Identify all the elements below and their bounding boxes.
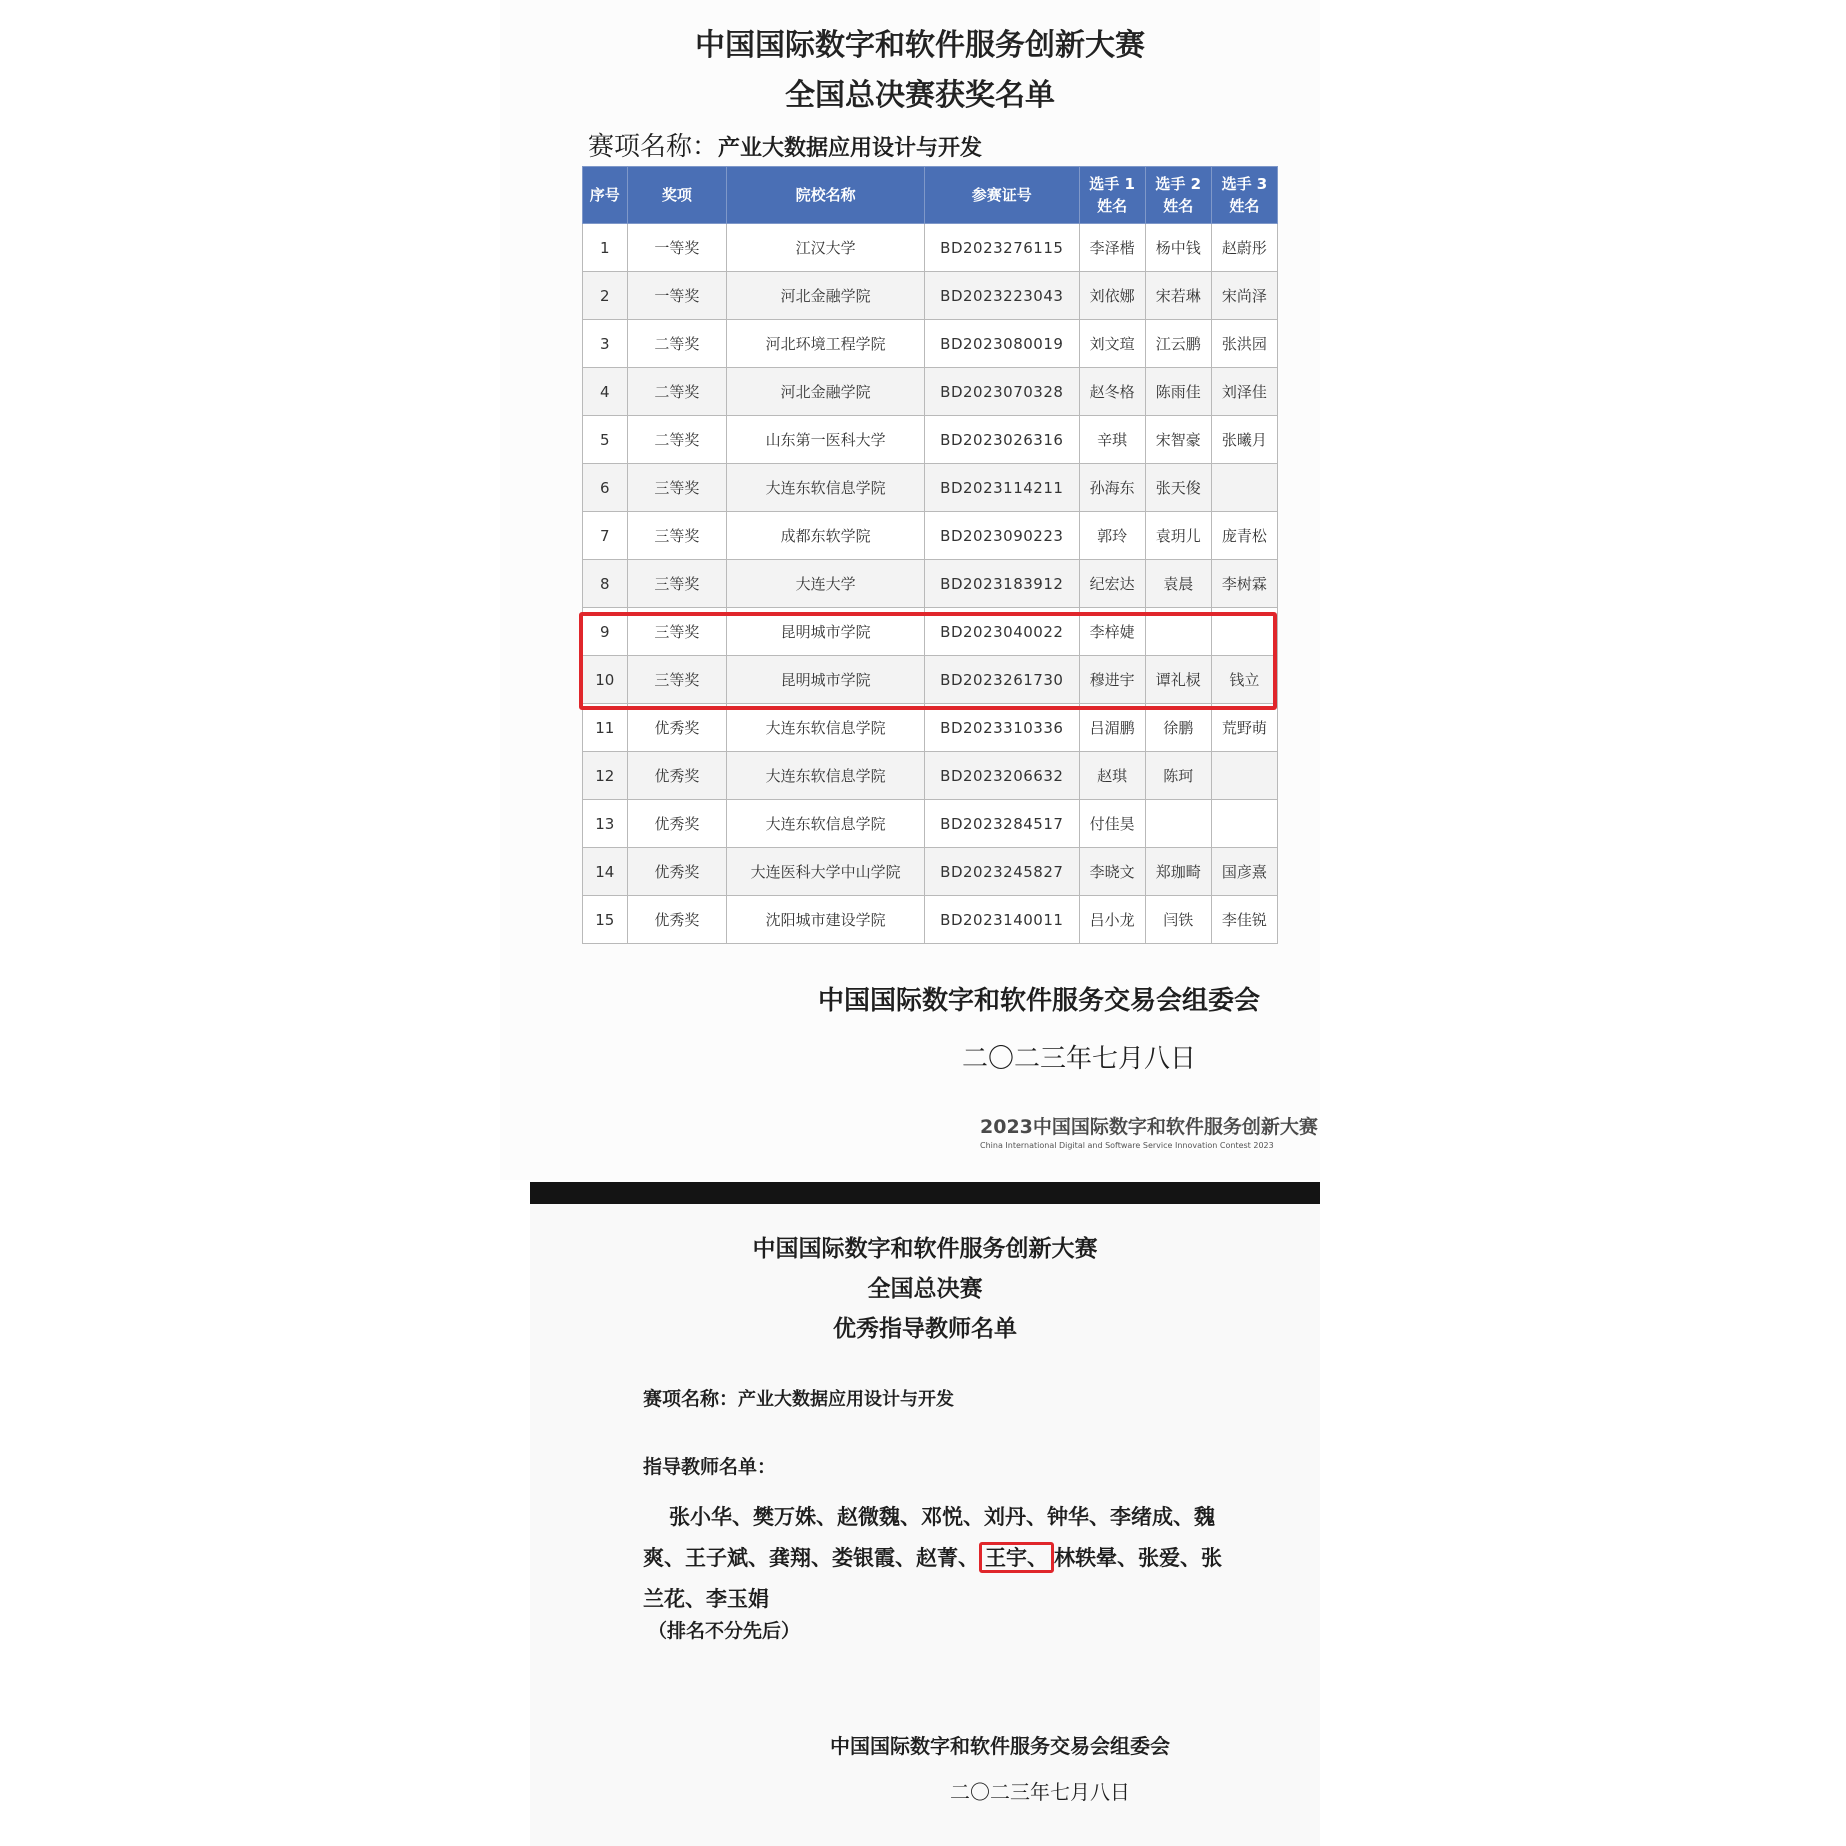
ranking-note: （排名不分先后） <box>648 1620 801 1642</box>
table-row <box>583 512 1278 560</box>
cell-player1: 穆进宇 <box>1079 656 1145 704</box>
cell-player1: 郭玲 <box>1079 512 1145 560</box>
col-header-player3: 选手 3 姓名 <box>1211 167 1277 224</box>
cell-school: 大连医科大学中山学院 <box>727 848 925 896</box>
cell-award: 优秀奖 <box>627 752 727 800</box>
award-table-body <box>583 224 1278 944</box>
cell-player2: 宋若琳 <box>1145 272 1211 320</box>
cell-index: 2 <box>583 272 628 320</box>
organizer-signature: 中国国际数字和软件服务交易会组委会 <box>818 986 1261 1016</box>
teacher-title-line1: 中国国际数字和软件服务创新大赛 <box>752 1235 1098 1262</box>
cell-player2: 宋智豪 <box>1145 416 1211 464</box>
col-header-player1: 选手 1 姓名 <box>1079 167 1145 224</box>
cell-player1: 纪宏达 <box>1079 560 1145 608</box>
logo-main-text: 2023中国国际数字和软件服务创新大赛 <box>980 1116 1318 1138</box>
cell-index: 7 <box>583 512 628 560</box>
teacher-names <box>643 1496 1223 1619</box>
cell-index: 3 <box>583 320 628 368</box>
award-table <box>582 166 1278 944</box>
table-row <box>583 704 1278 752</box>
col-header-school: 院校名称 <box>727 167 925 224</box>
teacher-list-title: 指导教师名单： <box>643 1456 777 1478</box>
teacher-event-line <box>643 1384 954 1411</box>
cell-id: BD2023040022 <box>925 608 1079 656</box>
cell-player3: 李佳锐 <box>1211 896 1277 944</box>
cell-index: 5 <box>583 416 628 464</box>
cell-id: BD2023245827 <box>925 848 1079 896</box>
cell-award: 三等奖 <box>627 464 727 512</box>
cell-school: 河北环境工程学院 <box>727 320 925 368</box>
logo-sub-text: China International Digital and Software Service Innovation Contest 2023 <box>980 1141 1274 1150</box>
cell-player3 <box>1211 752 1277 800</box>
cell-id: BD2023080019 <box>925 320 1079 368</box>
cell-award: 三等奖 <box>627 560 727 608</box>
cell-player3: 钱立 <box>1211 656 1277 704</box>
issue-date: 二〇二三年七月八日 <box>962 1044 1197 1074</box>
cell-index: 4 <box>583 368 628 416</box>
cell-id: BD2023183912 <box>925 560 1079 608</box>
cell-school: 昆明城市学院 <box>727 656 925 704</box>
teacher-list-page <box>530 1204 1320 1846</box>
cell-player2: 郑珈畸 <box>1145 848 1211 896</box>
col-header-id: 参赛证号 <box>925 167 1079 224</box>
cell-id: BD2023070328 <box>925 368 1079 416</box>
cell-player3: 荒野萌 <box>1211 704 1277 752</box>
teacher-issue-date: 二〇二三年七月八日 <box>950 1780 1130 1804</box>
cell-player2: 袁玥儿 <box>1145 512 1211 560</box>
cell-player3: 李树霖 <box>1211 560 1277 608</box>
cell-player2: 陈珂 <box>1145 752 1211 800</box>
table-row <box>583 560 1278 608</box>
table-row <box>583 272 1278 320</box>
cell-index: 1 <box>583 224 628 272</box>
table-row <box>583 800 1278 848</box>
cell-player3: 国彦熹 <box>1211 848 1277 896</box>
table-row <box>583 752 1278 800</box>
cell-player1: 刘文瑄 <box>1079 320 1145 368</box>
cell-player1: 李晓文 <box>1079 848 1145 896</box>
cell-award: 二等奖 <box>627 320 727 368</box>
cell-school: 大连大学 <box>727 560 925 608</box>
cell-school: 江汉大学 <box>727 224 925 272</box>
cell-player1: 孙海东 <box>1079 464 1145 512</box>
table-row <box>583 608 1278 656</box>
award-title-line1: 中国国际数字和软件服务创新大赛 <box>695 28 1145 63</box>
cell-player2: 谭礼棂 <box>1145 656 1211 704</box>
cell-school: 大连东软信息学院 <box>727 800 925 848</box>
cell-school: 大连东软信息学院 <box>727 752 925 800</box>
event-label: 赛项名称： <box>588 132 719 162</box>
table-row <box>583 224 1278 272</box>
cell-player3: 张洪园 <box>1211 320 1277 368</box>
cell-index: 10 <box>583 656 628 704</box>
cell-player2: 江云鹏 <box>1145 320 1211 368</box>
teacher-names-after: 林轶晕、张爱、张兰花、李玉娟 <box>643 1545 1222 1611</box>
cell-player2: 陈雨佳 <box>1145 368 1211 416</box>
cell-school: 成都东软学院 <box>727 512 925 560</box>
cell-player1: 赵琪 <box>1079 752 1145 800</box>
cell-index: 8 <box>583 560 628 608</box>
cell-player2 <box>1145 800 1211 848</box>
cell-id: BD2023284517 <box>925 800 1079 848</box>
cell-award: 三等奖 <box>627 512 727 560</box>
cell-index: 11 <box>583 704 628 752</box>
cell-id: BD2023261730 <box>925 656 1079 704</box>
cell-player1: 赵冬格 <box>1079 368 1145 416</box>
cell-school: 大连东软信息学院 <box>727 464 925 512</box>
teacher-title-line2: 全国总决赛 <box>867 1275 983 1302</box>
cell-player1: 辛琪 <box>1079 416 1145 464</box>
teacher-organizer-signature: 中国国际数字和软件服务交易会组委会 <box>830 1734 1170 1758</box>
cell-player2: 闫铁 <box>1145 896 1211 944</box>
cell-school: 河北金融学院 <box>727 272 925 320</box>
teacher-event-value: 产业大数据应用设计与开发 <box>738 1389 955 1410</box>
cell-id: BD2023310336 <box>925 704 1079 752</box>
cell-school: 山东第一医科大学 <box>727 416 925 464</box>
award-table-header <box>583 167 1278 224</box>
cell-award: 二等奖 <box>627 416 727 464</box>
page-divider <box>530 1182 1320 1204</box>
cell-award: 三等奖 <box>627 656 727 704</box>
cell-player2: 徐鹏 <box>1145 704 1211 752</box>
cell-player3 <box>1211 608 1277 656</box>
cell-award: 一等奖 <box>627 224 727 272</box>
teacher-name-highlighted: 王宇、 <box>979 1542 1054 1573</box>
cell-id: BD2023090223 <box>925 512 1079 560</box>
cell-player2 <box>1145 608 1211 656</box>
event-name-line <box>588 126 982 163</box>
cell-award: 优秀奖 <box>627 704 727 752</box>
table-row <box>583 416 1278 464</box>
award-list-page <box>500 0 1320 1180</box>
cell-id: BD2023140011 <box>925 896 1079 944</box>
cell-award: 二等奖 <box>627 368 727 416</box>
contest-logo <box>980 1112 1340 1150</box>
teacher-names-before: 张小华、樊万姝、赵微魏、邓悦、刘丹、钟华、李绪成、魏爽、王子斌、龚翔、娄银霞、赵菁、 <box>643 1504 1215 1570</box>
cell-player2: 张天俊 <box>1145 464 1211 512</box>
cell-player1: 吕小龙 <box>1079 896 1145 944</box>
table-row <box>583 320 1278 368</box>
cell-player1: 刘依娜 <box>1079 272 1145 320</box>
table-row <box>583 464 1278 512</box>
cell-player3: 庞青松 <box>1211 512 1277 560</box>
table-row <box>583 368 1278 416</box>
cell-id: BD2023276115 <box>925 224 1079 272</box>
cell-id: BD2023114211 <box>925 464 1079 512</box>
cell-index: 6 <box>583 464 628 512</box>
cell-index: 13 <box>583 800 628 848</box>
cell-index: 15 <box>583 896 628 944</box>
cell-id: BD2023026316 <box>925 416 1079 464</box>
cell-award: 三等奖 <box>627 608 727 656</box>
table-row <box>583 656 1278 704</box>
cell-player3: 张曦月 <box>1211 416 1277 464</box>
cell-player1: 吕湄鹏 <box>1079 704 1145 752</box>
event-value: 产业大数据应用设计与开发 <box>718 136 983 161</box>
cell-index: 14 <box>583 848 628 896</box>
cell-player1: 李泽楷 <box>1079 224 1145 272</box>
cell-player1: 付佳昊 <box>1079 800 1145 848</box>
col-header-index: 序号 <box>583 167 628 224</box>
cell-school: 河北金融学院 <box>727 368 925 416</box>
cell-award: 一等奖 <box>627 272 727 320</box>
col-header-player2: 选手 2 姓名 <box>1145 167 1211 224</box>
cell-player3: 赵蔚彤 <box>1211 224 1277 272</box>
cell-id: BD2023206632 <box>925 752 1079 800</box>
teacher-event-label: 赛项名称： <box>643 1388 739 1410</box>
cell-player2: 杨中钱 <box>1145 224 1211 272</box>
table-row <box>583 848 1278 896</box>
cell-index: 12 <box>583 752 628 800</box>
cell-award: 优秀奖 <box>627 848 727 896</box>
cell-player3 <box>1211 464 1277 512</box>
cell-award: 优秀奖 <box>627 800 727 848</box>
col-header-award: 奖项 <box>627 167 727 224</box>
cell-award: 优秀奖 <box>627 896 727 944</box>
cell-id: BD2023223043 <box>925 272 1079 320</box>
cell-school: 昆明城市学院 <box>727 608 925 656</box>
cell-player3: 宋尚泽 <box>1211 272 1277 320</box>
teacher-title-line3: 优秀指导教师名单 <box>833 1315 1017 1342</box>
cell-school: 大连东软信息学院 <box>727 704 925 752</box>
cell-player3: 刘泽佳 <box>1211 368 1277 416</box>
cell-player2: 袁晨 <box>1145 560 1211 608</box>
cell-player1: 李梓婕 <box>1079 608 1145 656</box>
table-row <box>583 896 1278 944</box>
award-title-line2: 全国总决赛获奖名单 <box>785 78 1055 113</box>
cell-school: 沈阳城市建设学院 <box>727 896 925 944</box>
cell-index: 9 <box>583 608 628 656</box>
cell-player3 <box>1211 800 1277 848</box>
